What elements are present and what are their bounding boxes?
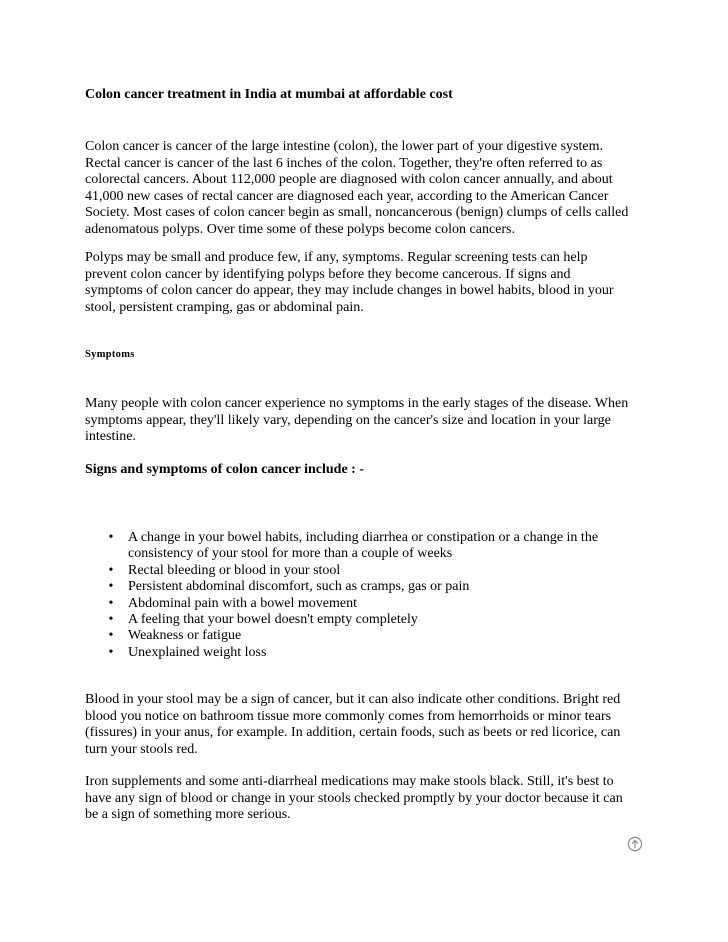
text-line: symptoms of colon cancer do appear, they may include changes in bowel habits, blood in your: [85, 283, 614, 299]
text-line: symptoms appear, they'll likely vary, depending on the cancer's size and location in your large: [85, 412, 611, 428]
text-line: turn your stools red.: [85, 741, 198, 757]
text-line: Persistent abdominal discomfort, such as cramps, gas or pain: [128, 579, 470, 595]
text-line: intestine.: [85, 429, 136, 445]
signs-heading: Signs and symptoms of colon cancer include : -: [85, 462, 364, 477]
iron-paragraph: [85, 774, 655, 824]
text-line: (fissures) in your anus, for example. In addition, certain foods, such as beets or red licorice, can: [85, 725, 621, 741]
text-line: Society. Most cases of colon cancer begin as small, noncancerous (benign) clumps of cells called: [85, 205, 629, 221]
list-item: [104, 596, 664, 612]
symptoms-heading: Symptoms: [85, 349, 135, 360]
symptoms-paragraph: [85, 396, 655, 446]
bullet-icon: •: [108, 644, 114, 660]
list-item: [104, 628, 664, 644]
list-item: [104, 579, 664, 595]
list-item: [104, 530, 664, 563]
bullet-icon: •: [108, 579, 114, 595]
bullet-icon: •: [108, 628, 114, 644]
bullet-icon: •: [108, 562, 114, 578]
text-line: prevent colon cancer by identifying polyps before they become cancerous. If signs and: [85, 266, 571, 282]
bullet-icon: •: [108, 612, 114, 628]
text-line: Rectal cancer is cancer of the last 6 inches of the colon. Together, they're often referred to as: [85, 155, 603, 171]
symptoms-list: [104, 530, 664, 661]
text-line: Many people with colon cancer experience no symptoms in the early stages of the disease. When: [85, 396, 629, 411]
text-line: A feeling that your bowel doesn't empty completely: [128, 612, 418, 628]
blood-paragraph: [85, 692, 655, 758]
text-line: A change in your bowel habits, including diarrhea or constipation or a change in the: [128, 530, 599, 545]
text-line: stool, persistent cramping, gas or abdominal pain.: [85, 299, 364, 315]
text-line: Abdominal pain with a bowel movement: [128, 595, 358, 611]
text-line: be a sign of something more serious.: [85, 807, 291, 823]
text-line: blood you notice on bathroom tissue more commonly comes from hemorrhoids or minor tears: [85, 708, 612, 724]
text-line: Weakness or fatigue: [128, 628, 242, 644]
text-line: Iron supplements and some anti-diarrheal medications may make stools black. Still, it's best to: [85, 774, 614, 789]
text-line: Unexplained weight loss: [128, 644, 267, 660]
text-line: 41,000 new cases of rectal cancer are diagnosed each year, according to the American Cancer: [85, 188, 609, 204]
text-line: consistency of your stool for more than a couple of weeks: [128, 546, 453, 562]
text-line: colorectal cancers. About 112,000 people are diagnosed with colon cancer annually, and about: [85, 172, 613, 188]
text-line: have any sign of blood or change in your stools checked promptly by your doctor because it can: [85, 790, 623, 806]
bullet-icon: •: [108, 530, 114, 545]
list-item: [104, 645, 664, 661]
text-line: Colon cancer is cancer of the large intestine (colon), the lower part of your digestive system.: [85, 139, 603, 154]
scroll-to-top-button[interactable]: [627, 836, 643, 852]
bullet-icon: •: [108, 595, 114, 611]
list-item: [104, 563, 664, 579]
text-line: Blood in your stool may be a sign of cancer, but it can also indicate other conditions. Bright red: [85, 692, 621, 707]
list-item: [104, 612, 664, 628]
document-title: Colon cancer treatment in India at mumbai at affordable cost: [85, 87, 453, 102]
intro-paragraph: [85, 139, 655, 239]
text-line: Rectal bleeding or blood in your stool: [128, 562, 341, 578]
text-line: adenomatous polyps. Over time some of these polyps become colon cancers.: [85, 221, 515, 237]
arrow-up-circle-icon: [627, 836, 643, 852]
polyps-paragraph: [85, 250, 655, 316]
text-line: Polyps may be small and produce few, if any, symptoms. Regular screening tests can help: [85, 250, 588, 265]
